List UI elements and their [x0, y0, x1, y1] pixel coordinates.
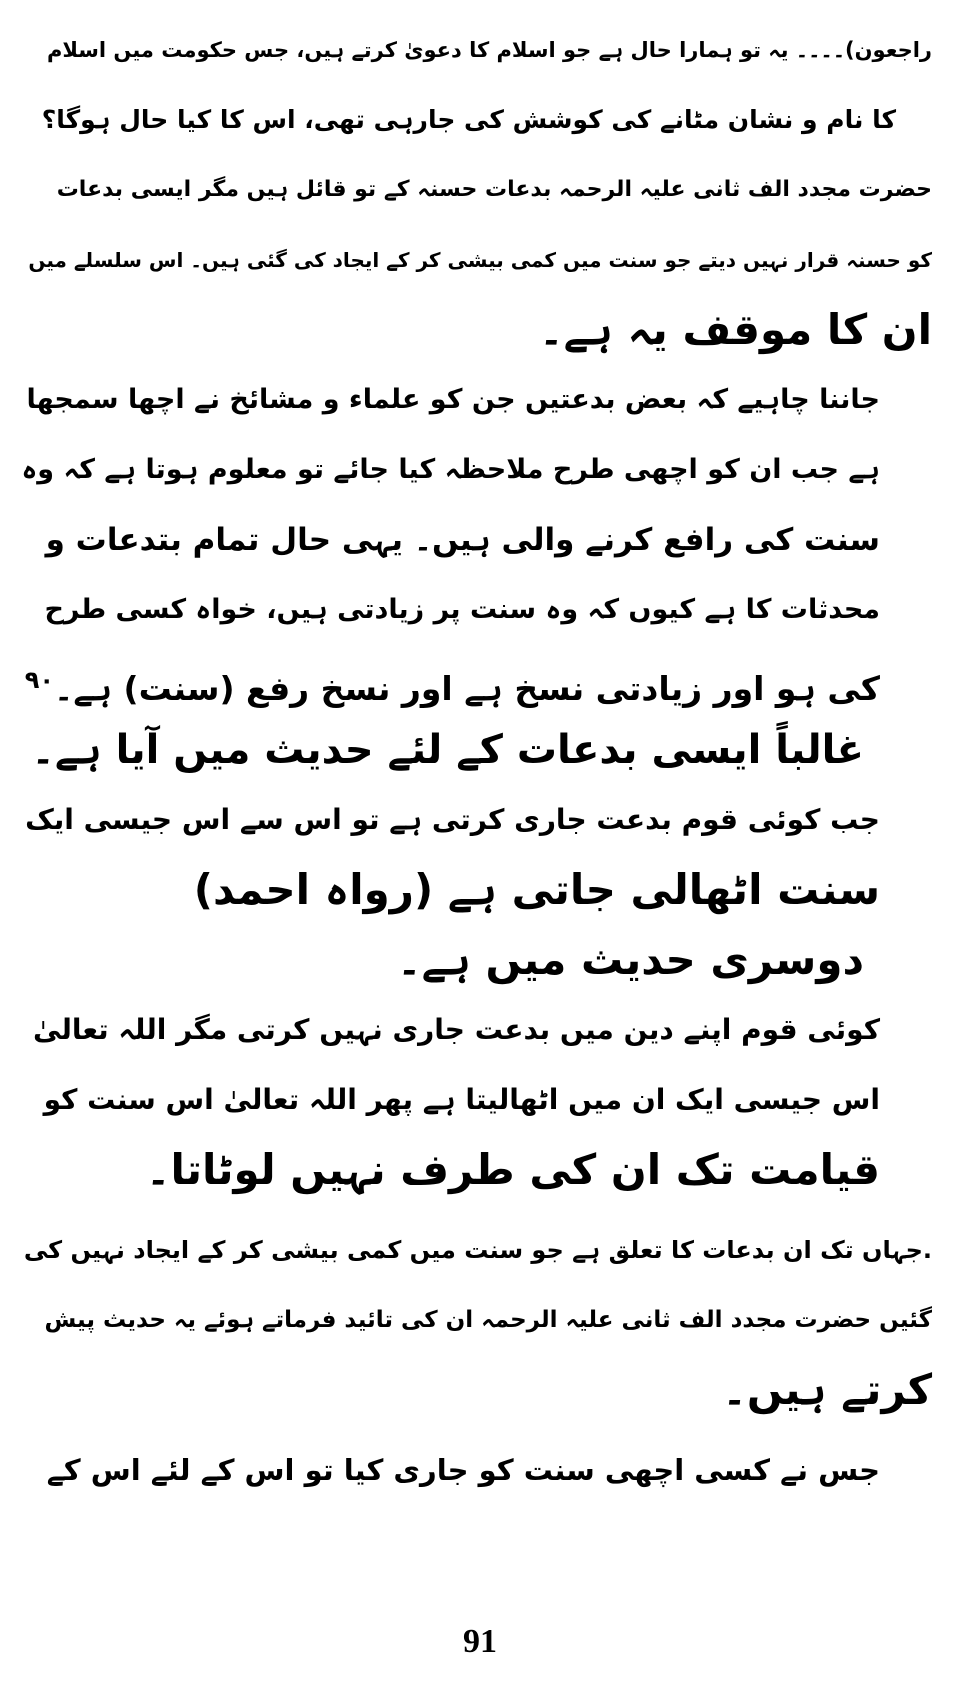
quote-line: جب کوئی قوم بدعت جاری کرتی ہے تو اس سے اس جیسی ایک	[25, 803, 880, 836]
quote-line-text: کی ہو اور زیادتی نسخ ہے اور نسخ رفع (سنت) ہے۔	[54, 669, 880, 708]
quote-line	[25, 652, 880, 717]
text-line: ان کا موقف یہ ہے۔	[539, 305, 932, 354]
text-line: گئیں حضرت مجدد الف ثانی علیہ الرحمہ ان کی تائید فرماتے ہوئے یہ حدیث پیش	[44, 1307, 932, 1333]
text-line: دوسری حدیث میں ہے۔	[397, 935, 864, 984]
text-line: راجعون)۔۔۔۔ یہ تو ہمارا حال ہے جو اسلام کا دعویٰ کرتے ہیں، جس حکومت میں اسلام	[46, 38, 932, 62]
quote-line: سنت کی رافع کرنے والی ہیں۔ یہی حال تمام بتدعات و	[45, 522, 880, 558]
quote-line: اس جیسی ایک ان میں اٹھالیتا ہے پھر اللہ تعالیٰ اس سنت کو	[43, 1083, 880, 1116]
quote-line: کوئی قوم اپنے دین میں بدعت جاری نہیں کرتی مگر اللہ تعالیٰ	[33, 1013, 880, 1046]
footnote-ref: ٩٠	[24, 666, 55, 694]
text-line: غالباً ایسی بدعات کے لئے حدیث میں آیا ہے۔	[31, 727, 864, 773]
quote-line: ہے جب ان کو اچھی طرح ملاحظہ کیا جائے تو معلوم ہوتا ہے کہ وہ	[21, 454, 880, 485]
text-line: .جہاں تک ان بدعات کا تعلق ہے جو سنت میں کمی بیشی کر کے ایجاد نہیں کی	[23, 1236, 932, 1264]
page-number: 91	[463, 1623, 497, 1660]
quote-line: سنت اٹھالی جاتی ہے (رواہ احمد)	[193, 865, 880, 914]
text-line: حضرت مجدد الف ثانی علیہ الرحمہ بدعات حسنہ کے تو قائل ہیں مگر ایسی بدعات	[56, 177, 932, 202]
quote-line: جاننا چاہیے کہ بعض بدعتیں جن کو علماء و مشائخ نے اچھا سمجھا	[26, 384, 880, 415]
quote-line: جس نے کسی اچھی سنت کو جاری کیا تو اس کے لئے اس کے	[46, 1453, 880, 1487]
quote-line: محدثات کا ہے کیوں کہ وہ سنت پر زیادتی ہیں، خواہ کسی طرح	[44, 594, 880, 625]
quote-line: قیامت تک ان کی طرف نہیں لوٹاتا۔	[145, 1145, 880, 1194]
text-line: کو حسنہ قرار نہیں دیتے جو سنت میں کمی بیشی کر کے ایجاد کی گئی ہیں۔ اس سلسلے میں	[28, 248, 932, 272]
text-line: کا نام و نشان مٹانے کی کوشش کی جارہی تھی، اس کا کیا حال ہوگا؟	[41, 105, 896, 134]
text-line: کرتے ہیں۔	[722, 1365, 932, 1414]
